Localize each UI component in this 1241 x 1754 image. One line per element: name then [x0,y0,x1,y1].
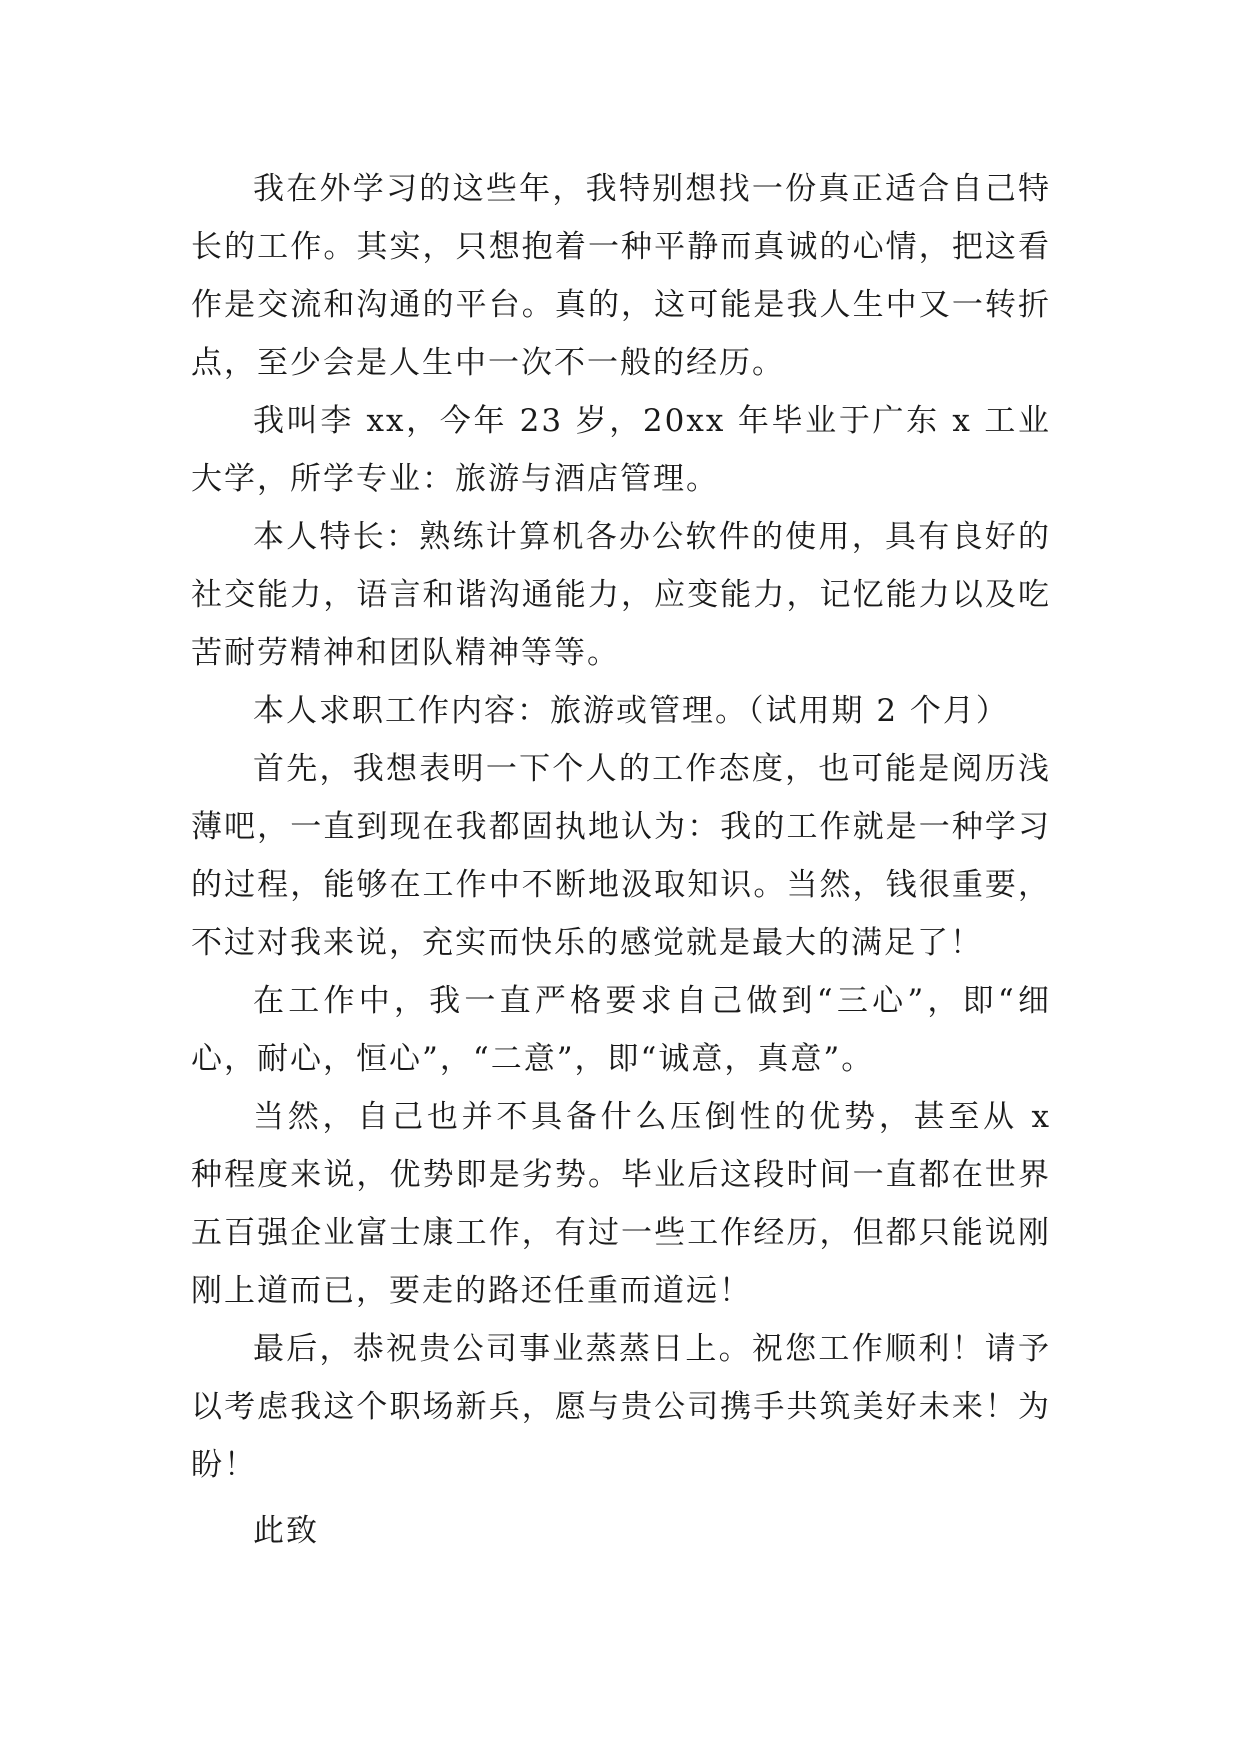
paragraph-skills: 本人特长：熟练计算机各办公软件的使用，具有良好的社交能力，语言和谐沟通能力，应变能力，记忆能力以及吃苦耐劳精神和团队精神等等。 [191,519,1051,671]
paragraph-conclusion: 最后，恭祝贵公司事业蒸蒸日上。祝您工作顺利！请予以考虑我这个职场新兵，愿与贵公司携手共筑美好未来！为盼！ [191,1331,1051,1483]
paragraph-work-attitude: 首先，我想表明一下个人的工作态度，也可能是阅历浅薄吧，一直到现在我都固执地认为：我的工作就是一种学习的过程，能够在工作中不断地汲取知识。当然，钱很重要，不过对我来说，充实而快乐的感觉就是最大的满足了！ [191,751,1051,961]
paragraph-personal-info: 我叫李 xx，今年 23 岁，20xx 年毕业于广东 x 工业大学，所学专业：旅游与酒店管理。 [191,403,1051,497]
paragraph-intro: 我在外学习的这些年，我特别想找一份真正适合自己特长的工作。其实，只想抱着一种平静而真诚的心情，把这看作是交流和沟通的平台。真的，这可能是我人生中又一转折点，至少会是人生中一次不一般的经历。 [191,171,1051,381]
paragraph-experience: 当然，自己也并不具备什么压倒性的优势，甚至从 x 种程度来说，优势即是劣势。毕业后这段时间一直都在世界五百强企业富士康工作，有过一些工作经历，但都只能说刚刚上道而已，要走的路还任重而道远！ [191,1099,1051,1309]
paragraph-job-objective: 本人求职工作内容：旅游或管理。（试用期 2 个月） [253,693,1009,729]
paragraph-principles: 在工作中，我一直严格要求自己做到“三心”，即“细心，耐心，恒心”，“二意”，即“诚意，真意”。 [191,983,1051,1077]
letter-body [191,160,1051,1560]
closing-salutation: 此致 [253,1513,319,1549]
